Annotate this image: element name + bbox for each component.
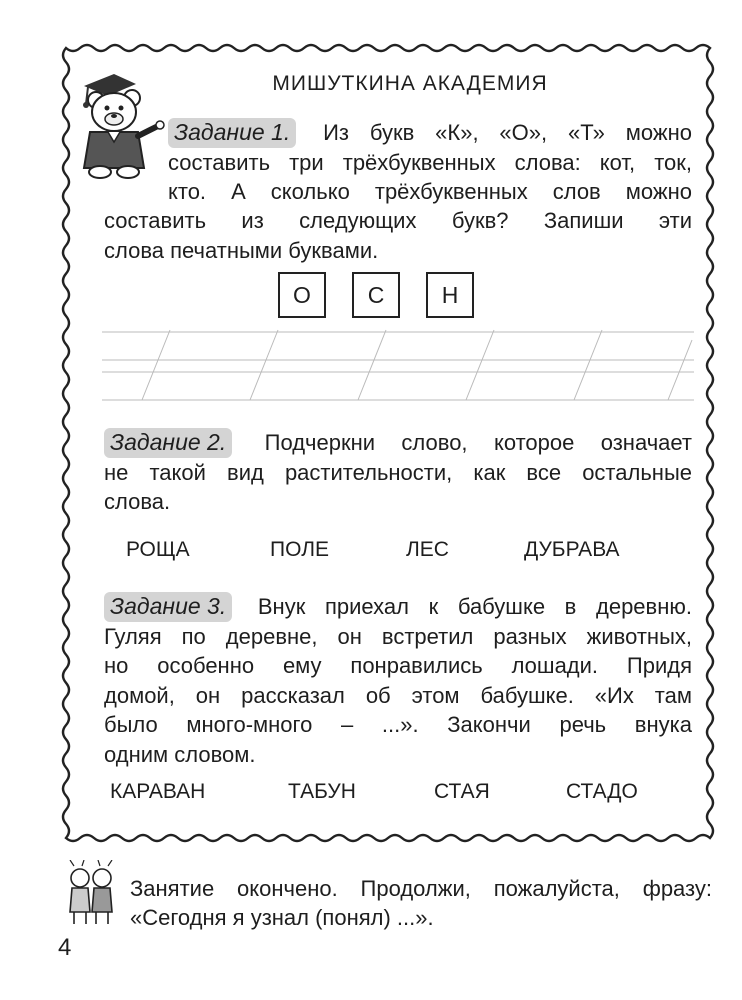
- task3-line4: домой, он рассказал об этом бабушке. «Их там: [104, 682, 692, 708]
- footer-line2: «Сегодня я узнал (понял) ...».: [130, 905, 434, 930]
- footer-text: [130, 874, 712, 932]
- task1-intro: [168, 118, 692, 207]
- letter-box: С: [352, 272, 400, 318]
- word-option[interactable]: ТАБУН: [288, 780, 356, 803]
- footer-line1: Занятие окончено. Продолжи, пожалуйста, фразу:: [130, 876, 712, 901]
- task1-line4: составить из следующих букв? Запиши эти: [104, 208, 692, 233]
- task3-text: [104, 592, 692, 769]
- writing-lines[interactable]: [102, 326, 694, 406]
- bear-graduate-icon: [74, 70, 166, 180]
- page-number: 4: [58, 934, 72, 961]
- letter-box: Н: [426, 272, 474, 318]
- task1-line2: составить три трёхбуквенных слова: кот, ток,: [168, 149, 692, 175]
- task3-line1: Внук приехал к бабушке в деревню.: [257, 594, 692, 619]
- children-thinking-icon: [60, 860, 126, 926]
- word-option[interactable]: ЛЕС: [406, 538, 449, 561]
- letter-boxes: [278, 272, 474, 318]
- page-title: МИШУТКИНА АКАДЕМИЯ: [272, 72, 548, 95]
- task1-rest: [104, 206, 692, 265]
- task2-line1: Подчеркни слово, которое означает: [264, 430, 692, 455]
- task2-line3: слова.: [104, 489, 171, 514]
- word-option[interactable]: РОЩА: [126, 538, 190, 561]
- word-option[interactable]: СТАЯ: [434, 780, 490, 803]
- task1-label: Задание 1.: [168, 118, 296, 148]
- task3-label: Задание 3.: [104, 592, 232, 622]
- task2-line2: не такой вид растительности, как все остальные: [104, 459, 692, 485]
- task3-line5: было много-много – ...». Закончи речь внука: [104, 712, 692, 737]
- task2-label: Задание 2.: [104, 428, 232, 458]
- word-option[interactable]: КАРАВАН: [110, 780, 206, 803]
- word-option[interactable]: СТАДО: [566, 780, 638, 803]
- task3-line6: одним словом.: [104, 741, 256, 767]
- task3-line2: Гуляя по деревне, он встретил разных животных,: [104, 623, 692, 649]
- word-option[interactable]: ДУБРАВА: [524, 538, 620, 561]
- task1-line5: слова печатными буквами.: [104, 237, 379, 263]
- task1-line1: Из букв «К», «О», «Т» можно: [323, 120, 692, 145]
- word-option[interactable]: ПОЛЕ: [270, 538, 329, 561]
- task3-line3: но особенно ему понравились лошади. Придя: [104, 653, 692, 678]
- letter-box: О: [278, 272, 326, 318]
- task2-text: [104, 428, 692, 517]
- task1-line3: кто. А сколько трёхбуквенных слов можно: [168, 179, 692, 204]
